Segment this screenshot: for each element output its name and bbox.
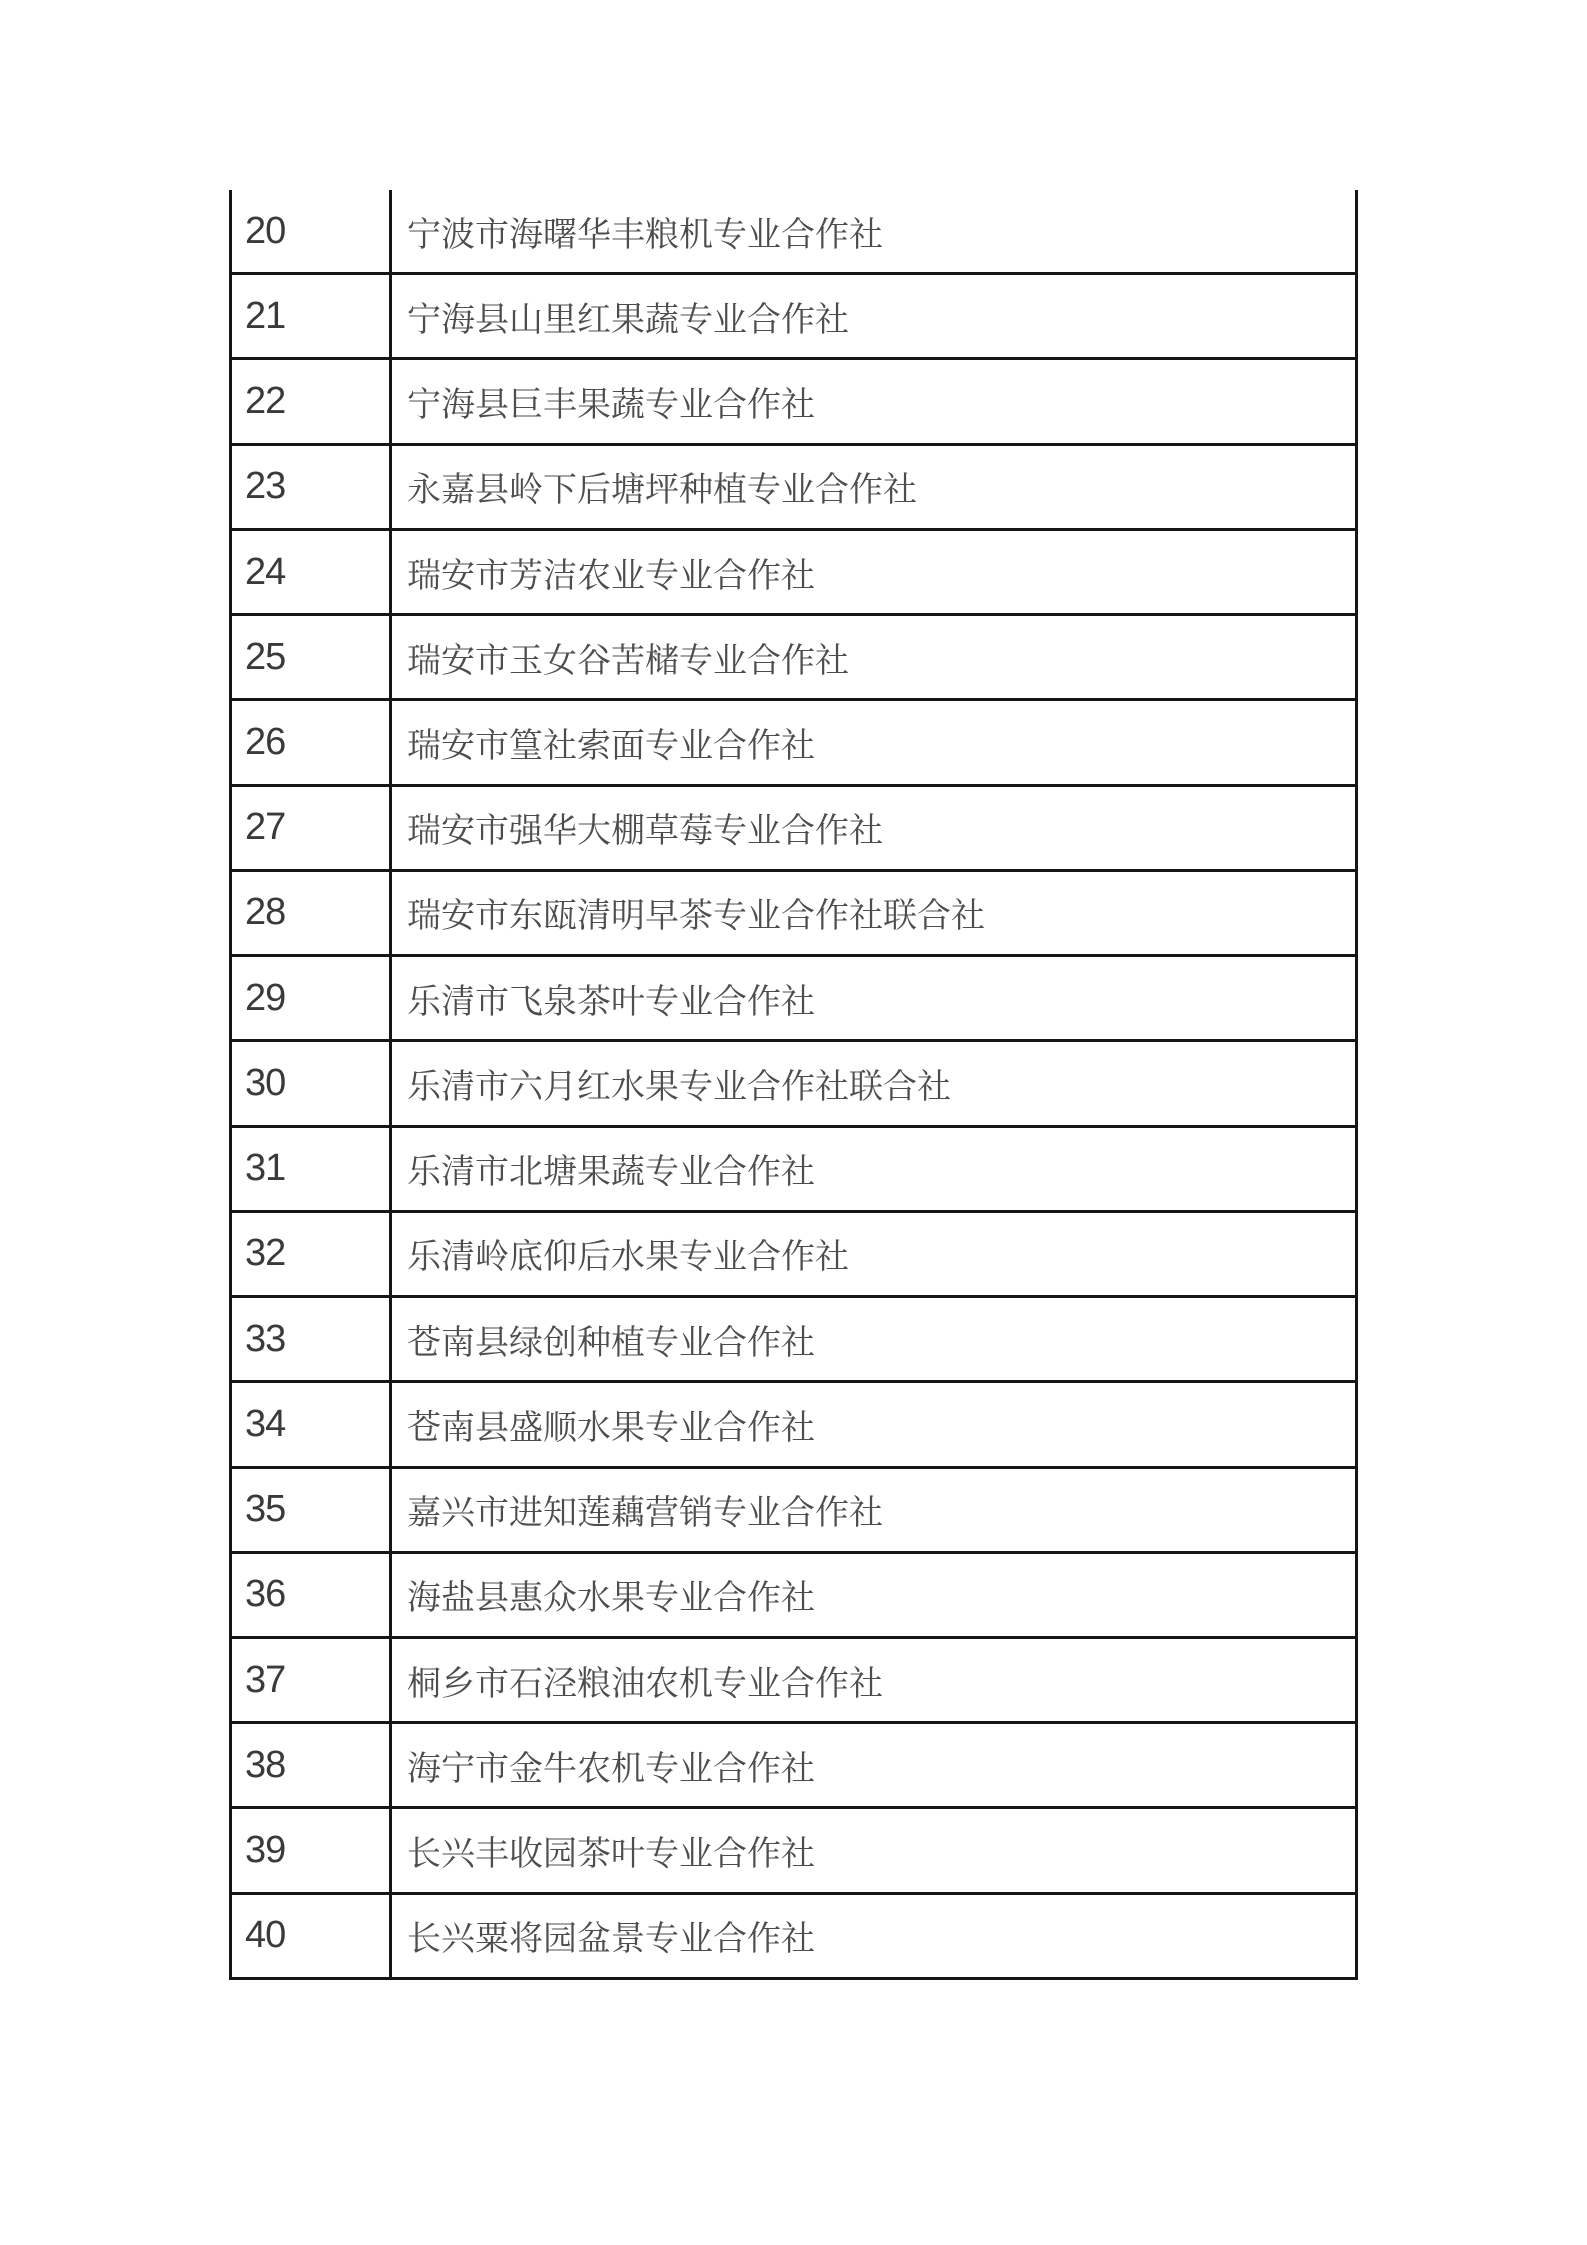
row-number-cell: 20 (232, 190, 392, 272)
table-row (232, 616, 1355, 701)
table-row (232, 1554, 1355, 1639)
row-number-cell: 28 (232, 872, 392, 954)
table-row (232, 360, 1355, 445)
cooperative-name-cell: 乐清市六月红水果专业合作社联合社 (407, 1067, 951, 1106)
row-number-cell: 27 (232, 787, 392, 869)
row-number-cell: 34 (232, 1383, 392, 1465)
cooperative-name-cell: 宁波市海曙华丰粮机专业合作社 (407, 215, 883, 254)
cooperative-name-cell: 乐清市飞泉茶叶专业合作社 (407, 982, 815, 1021)
table-row (232, 1724, 1355, 1809)
table-row (232, 872, 1355, 957)
row-number-cell: 30 (232, 1042, 392, 1124)
cooperative-name-cell: 宁海县山里红果蔬专业合作社 (407, 300, 849, 339)
row-number-cell: 21 (232, 275, 392, 357)
table-row (232, 531, 1355, 616)
cooperative-name-cell: 苍南县盛顺水果专业合作社 (407, 1408, 815, 1447)
table-row (232, 1809, 1355, 1894)
table-row (232, 1213, 1355, 1298)
table-row (232, 957, 1355, 1042)
table-row (232, 701, 1355, 786)
cooperative-name-cell: 海宁市金牛农机专业合作社 (407, 1749, 815, 1788)
row-number-cell: 26 (232, 701, 392, 783)
cooperative-name-cell: 瑞安市东瓯清明早茶专业合作社联合社 (407, 897, 985, 936)
cooperative-name-cell: 乐清市北塘果蔬专业合作社 (407, 1153, 815, 1192)
cooperative-name-cell: 桐乡市石泾粮油农机专业合作社 (407, 1664, 883, 1703)
cooperative-name-cell: 乐清岭底仰后水果专业合作社 (407, 1238, 849, 1277)
table-row (232, 1383, 1355, 1468)
cooperative-name-cell: 苍南县绿创种植专业合作社 (407, 1323, 815, 1362)
cooperative-name-cell: 宁海县巨丰果蔬专业合作社 (407, 386, 815, 425)
row-number-cell: 23 (232, 446, 392, 528)
cooperative-name-cell: 瑞安市强华大棚草莓专业合作社 (407, 812, 883, 851)
row-number-cell: 38 (232, 1724, 392, 1806)
table-row (232, 1895, 1355, 1980)
row-number-cell: 33 (232, 1298, 392, 1380)
row-number-cell: 36 (232, 1554, 392, 1636)
row-number-cell: 29 (232, 957, 392, 1039)
table-row (232, 275, 1355, 360)
row-number-cell: 32 (232, 1213, 392, 1295)
row-number-cell: 37 (232, 1639, 392, 1721)
row-number-cell: 35 (232, 1469, 392, 1551)
row-number-cell: 39 (232, 1809, 392, 1891)
cooperative-name-cell: 瑞安市芳洁农业专业合作社 (407, 556, 815, 595)
row-number-cell: 31 (232, 1128, 392, 1210)
cooperative-name-cell: 瑞安市篁社索面专业合作社 (407, 727, 815, 766)
table-row (232, 787, 1355, 872)
table-row (232, 1042, 1355, 1127)
cooperative-name-cell: 海盐县惠众水果专业合作社 (407, 1579, 815, 1618)
cooperative-name-cell: 长兴粟将园盆景专业合作社 (407, 1920, 815, 1959)
cooperatives-table (229, 190, 1358, 1980)
cooperative-name-cell: 长兴丰收园茶叶专业合作社 (407, 1835, 815, 1874)
cooperative-name-cell: 瑞安市玉女谷苦槠专业合作社 (407, 641, 849, 680)
table-row (232, 1128, 1355, 1213)
table-row (232, 446, 1355, 531)
row-number-cell: 24 (232, 531, 392, 613)
cooperative-name-cell: 永嘉县岭下后塘坪种植专业合作社 (407, 471, 917, 510)
table-row (232, 1639, 1355, 1724)
table-row (232, 1298, 1355, 1383)
table-row (232, 190, 1355, 275)
row-number-cell: 25 (232, 616, 392, 698)
table-row (232, 1469, 1355, 1554)
row-number-cell: 22 (232, 360, 392, 442)
cooperative-name-cell: 嘉兴市进知莲藕营销专业合作社 (407, 1494, 883, 1533)
row-number-cell: 40 (232, 1895, 392, 1977)
